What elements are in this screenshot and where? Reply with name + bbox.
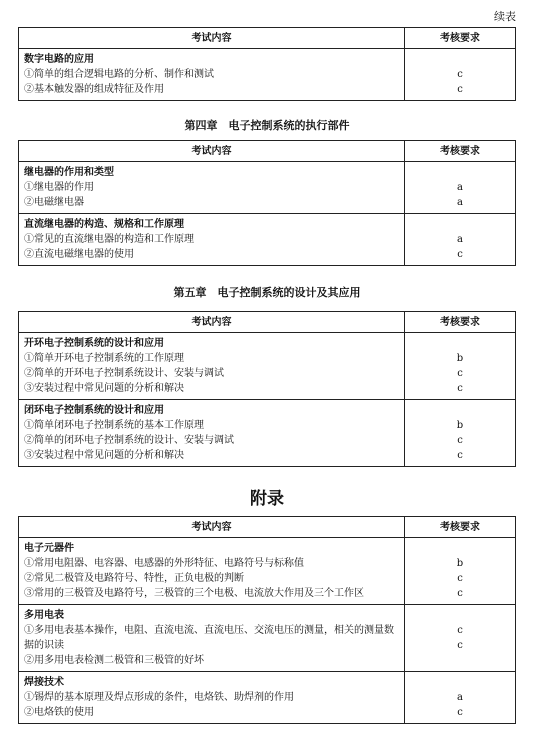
section-cell: [19, 214, 405, 266]
item-text: ②电烙铁的使用: [24, 707, 94, 718]
section-cell: [19, 162, 405, 214]
continued-label: 续表: [494, 10, 516, 23]
requirement-cell: [405, 214, 516, 266]
item-text: ②直流电磁继电器的使用: [24, 249, 134, 260]
content-header: 考试内容: [19, 312, 405, 333]
item-text: ③安装过程中常见问题的分析和解决: [24, 450, 184, 461]
table-row: [19, 214, 516, 266]
requirement-level: c: [457, 625, 463, 636]
requirement-level: a: [457, 197, 463, 208]
item-text: ②用多用电表检测二极管和三极管的好坏: [24, 655, 204, 666]
content-header: 考试内容: [19, 141, 405, 162]
requirement-level: a: [457, 182, 463, 193]
item-text: ①简单的组合逻辑电路的分析、制作和测试: [24, 69, 214, 80]
requirement-cell: [405, 162, 516, 214]
section-cell: [19, 400, 405, 467]
requirement-cell: [405, 672, 516, 724]
section-cell: [19, 538, 405, 605]
table-row: [19, 162, 516, 214]
item-text: ①继电器的作用: [24, 182, 94, 193]
section-title: 开环电子控制系统的设计和应用: [24, 338, 164, 349]
requirement-level: a: [457, 692, 463, 703]
requirement-level: b: [456, 420, 464, 431]
requirement-level: b: [456, 353, 464, 364]
requirement-cell: [405, 605, 516, 672]
section-title: 闭环电子控制系统的设计和应用: [24, 405, 164, 416]
requirement-level: c: [457, 84, 463, 95]
section-title: 数字电路的应用: [24, 54, 94, 65]
section-title: 多用电表: [24, 610, 64, 621]
exam-table-4: [18, 516, 516, 724]
exam-table-3: [18, 311, 516, 467]
table-header-row: [19, 312, 516, 333]
requirement-level: c: [457, 383, 463, 394]
item-text: ③常用的三极管及电路符号，三极管的三个电极、电流放大作用及三个工作区: [24, 588, 364, 599]
requirement-header: 考核要求: [405, 517, 516, 538]
chapter-5-title: 第五章 电子控制系统的设计及其应用: [173, 286, 361, 299]
requirement-header: 考核要求: [405, 141, 516, 162]
section-cell: [19, 333, 405, 400]
item-text: ①常见的直流继电器的构造和工作原理: [24, 234, 194, 245]
item-text: ②简单的闭环电子控制系统的设计、安装与调试: [24, 435, 234, 446]
item-text: ②常见二极管及电路符号、特性，正负电极的判断: [24, 573, 244, 584]
requirement-level: c: [457, 249, 463, 260]
requirement-level: c: [457, 450, 463, 461]
requirement-level: a: [457, 234, 463, 245]
table-row: [19, 605, 516, 672]
table-row: [19, 538, 516, 605]
item-text: ②基本触发器的组成特征及作用: [24, 84, 164, 95]
table-row: [19, 49, 516, 101]
item-text: ②简单的开环电子控制系统设计、安装与调试: [24, 368, 224, 379]
exam-table-2: [18, 140, 516, 266]
requirement-level: c: [457, 69, 463, 80]
requirement-level: c: [457, 368, 463, 379]
requirement-level: c: [457, 640, 463, 651]
content-header: 考试内容: [19, 28, 405, 49]
exam-table-1: [18, 27, 516, 101]
requirement-level: b: [456, 558, 464, 569]
requirement-level: c: [457, 435, 463, 446]
requirement-cell: [405, 49, 516, 101]
item-text: ②电磁继电器: [24, 197, 84, 208]
section-cell: [19, 672, 405, 724]
content-header: 考试内容: [19, 517, 405, 538]
table-row: [19, 400, 516, 467]
section-cell: [19, 605, 405, 672]
requirement-cell: [405, 400, 516, 467]
requirement-header: 考核要求: [405, 28, 516, 49]
table-header-row: [19, 517, 516, 538]
item-text: ③安装过程中常见问题的分析和解决: [24, 383, 184, 394]
section-title: 直流继电器的构造、规格和工作原理: [24, 219, 184, 230]
requirement-level: c: [457, 588, 463, 599]
requirement-level: c: [457, 573, 463, 584]
table-row: [19, 672, 516, 724]
section-title: 继电器的作用和类型: [24, 167, 114, 178]
item-text: ①简单开环电子控制系统的工作原理: [24, 353, 184, 364]
requirement-level: c: [457, 707, 463, 718]
requirement-cell: [405, 333, 516, 400]
section-title: 焊接技术: [24, 677, 64, 688]
table-header-row: [19, 141, 516, 162]
requirement-cell: [405, 538, 516, 605]
table-header-row: [19, 28, 516, 49]
section-title: 电子元器件: [24, 543, 74, 554]
item-text: ①简单闭环电子控制系统的基本工作原理: [24, 420, 204, 431]
chapter-4-title: 第四章 电子控制系统的执行部件: [184, 119, 350, 132]
section-cell: [19, 49, 405, 101]
item-text: ①多用电表基本操作，电阻、直流电流、直流电压、交流电压的测量，相关的测量数据的识读: [24, 625, 394, 651]
requirement-header: 考核要求: [405, 312, 516, 333]
table-row: [19, 333, 516, 400]
appendix-title: 附录: [250, 489, 284, 509]
item-text: ①常用电阻器、电容器、电感器的外形特征、电路符号与标称值: [24, 558, 304, 569]
item-text: ①锡焊的基本原理及焊点形成的条件，电烙铁、助焊剂的作用: [24, 692, 294, 703]
